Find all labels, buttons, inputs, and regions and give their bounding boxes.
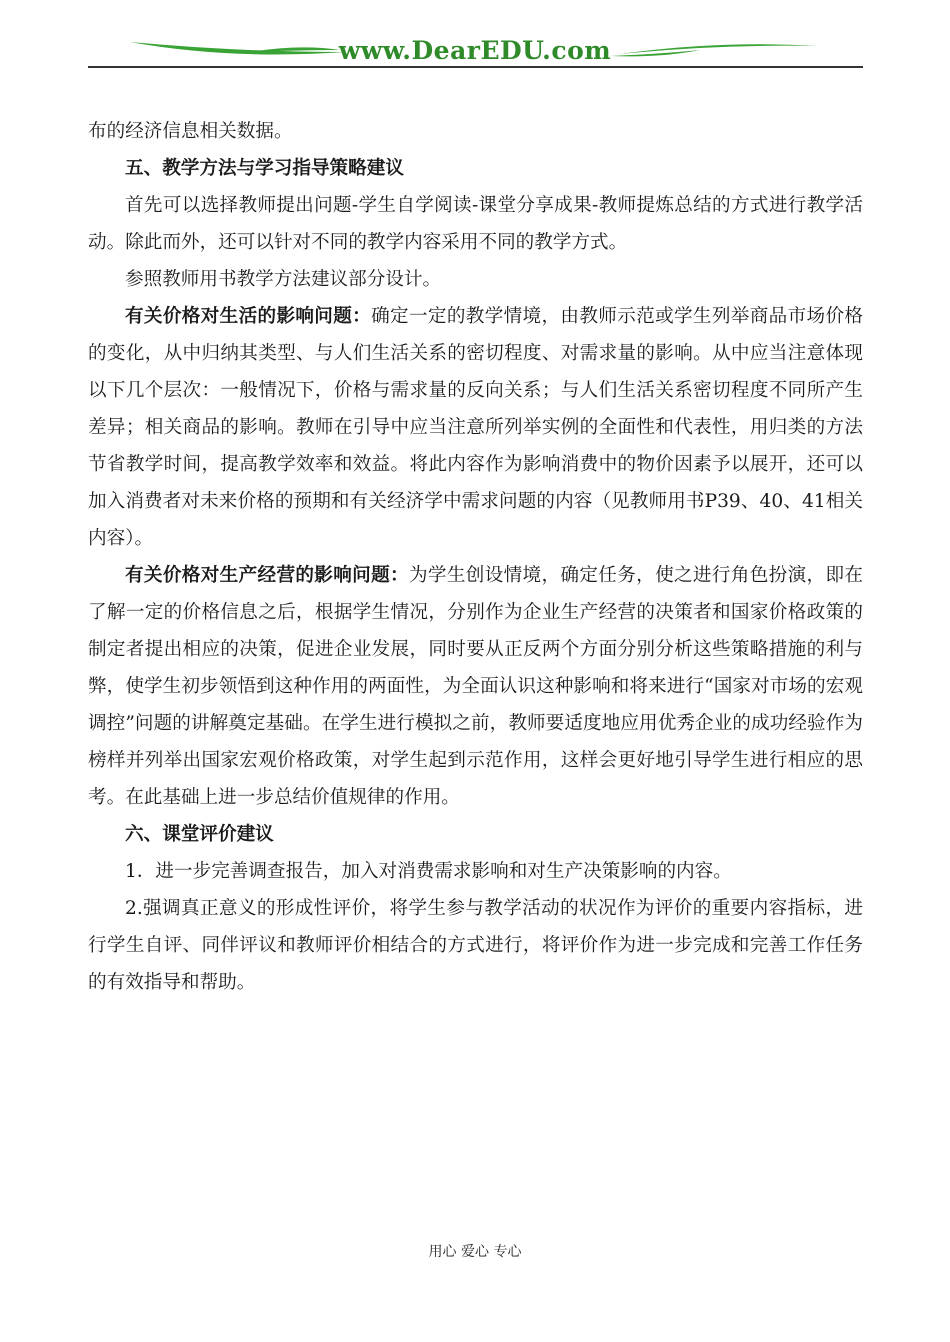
text-price-production: 为学生创设情境，确定任务，使之进行角色扮演，即在了解一定的价格信息之后，根据学生情况，分别作为企业生产经营的决策者和国家价格政策的制定者提出相应的决策，促进企业发展，同时要从正反两个方面分别分析这些策略措施的利与弊，使学生初步领悟到这种作用的两面性，为全面认识这种影响和将来进行“国家对市场的宏观调控”问题的讲解奠定基础。在学生进行模拟之前，教师要适度地应用优秀企业的成功经验作为榜样并列举出国家宏观价格政策，对学生起到示范作用，这样会更好地引导学生进行相应的思考。在此基础上进一步总结价值规律的作用。 bbox=[88, 565, 863, 808]
paragraph-continuation: 布的经济信息相关数据。 bbox=[88, 121, 293, 142]
lead-price-production: 有关价格对生产经营的影响问题： bbox=[125, 565, 409, 586]
paragraph-price-life bbox=[88, 298, 863, 557]
paragraph-reference: 参照教师用书教学方法建议部分设计。 bbox=[125, 269, 442, 290]
paragraph-eval-2: 2.强调真正意义的形成性评价，将学生参与教学活动的状况作为评价的重要内容指标，进行学生自评、同伴评议和教师评价相结合的方式进行，将评价作为进一步完成和完善工作任务的有效指导和帮助。 bbox=[88, 898, 863, 993]
paragraph-methods: 首先可以选择教师提出问题-学生自学阅读-课堂分享成果-教师提炼总结的方式进行教学活动。除此而外，还可以针对不同的教学内容采用不同的教学方式。 bbox=[88, 195, 863, 253]
document-body bbox=[88, 113, 863, 1001]
site-logo[interactable]: www.DearEDU.com bbox=[338, 36, 612, 65]
section-heading-6: 六、课堂评价建议 bbox=[125, 824, 274, 845]
lead-price-life: 有关价格对生活的影响问题： bbox=[125, 306, 372, 327]
section-heading-5: 五、教学方法与学习指导策略建议 bbox=[125, 158, 404, 179]
paragraph-eval-1: 1．进一步完善调查报告，加入对消费需求影响和对生产决策影响的内容。 bbox=[125, 861, 732, 882]
header-rule bbox=[88, 66, 863, 68]
page-header bbox=[0, 0, 950, 80]
text-price-life: 确定一定的教学情境，由教师示范或学生列举商品市场价格的变化，从中归纳其类型、与人们生活关系的密切程度、对需求量的影响。从中应当注意体现以下几个层次：一般情况下，价格与需求量的反向关系；与人们生活关系密切程度不同所产生差异；相关商品的影响。教师在引导中应当注意所列举实例的全面性和代表性，用归类的方法节省教学时间，提高教学效率和效益。将此内容作为影响消费中的物价因素予以展开，还可以加入消费者对未来价格的预期和有关经济学中需求问题的内容（见教师用书P39、40、41相关内容）。 bbox=[88, 306, 863, 549]
paragraph-price-production bbox=[88, 557, 863, 816]
page-footer: 用心 爱心 专心 bbox=[428, 1244, 522, 1260]
